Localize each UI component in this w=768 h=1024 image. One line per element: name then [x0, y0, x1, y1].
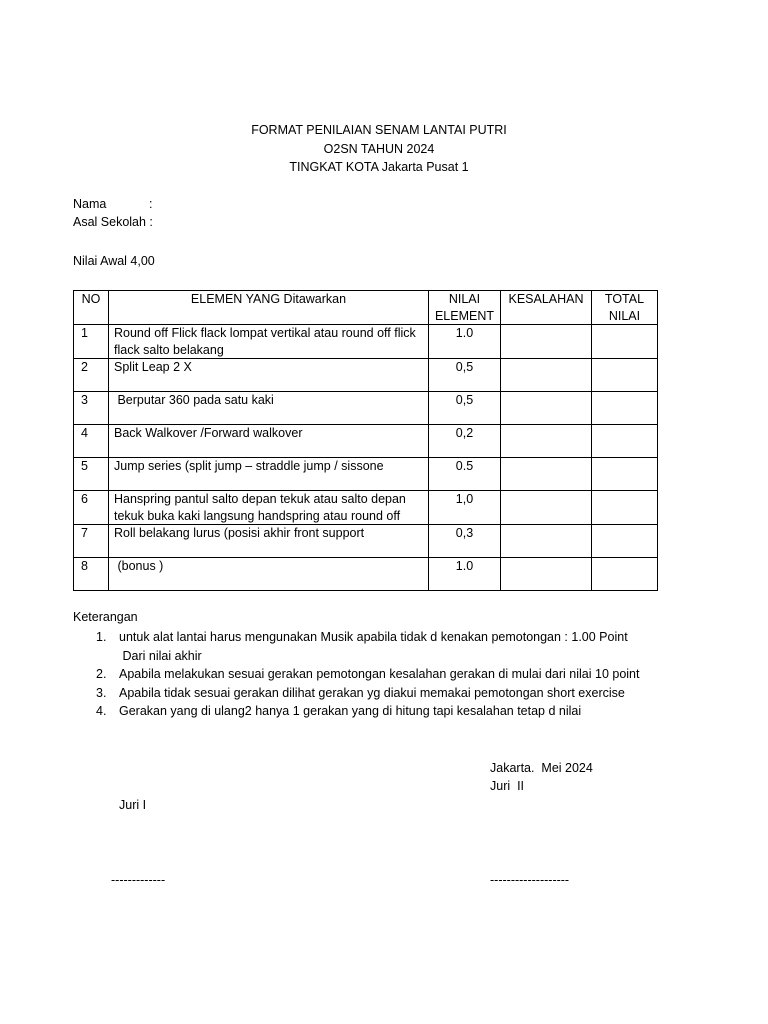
table-row: [74, 525, 658, 558]
title-line-2: O2SN TAHUN 2024: [323, 141, 435, 156]
row-nilai: 1,0: [429, 491, 501, 525]
row-kesalahan-cell[interactable]: [501, 392, 592, 425]
note-text-continued: Dari nilai akhir: [119, 648, 202, 663]
row-kesalahan-cell[interactable]: [501, 558, 592, 591]
note-item: [73, 628, 713, 665]
row-nilai: 0,2: [429, 425, 501, 458]
row-kesalahan-cell[interactable]: [501, 458, 592, 491]
row-no: 4: [74, 425, 109, 458]
field-nama: [73, 195, 152, 213]
row-element: Roll belakang lurus (posisi akhir front support: [109, 525, 429, 558]
row-no: 6: [74, 491, 109, 525]
row-element: (bonus ): [109, 558, 429, 591]
table-row: [74, 359, 658, 392]
row-total-cell[interactable]: [592, 458, 658, 491]
row-nilai: 1.0: [429, 558, 501, 591]
table-row: [74, 392, 658, 425]
table-row: [74, 425, 658, 458]
header-elemen: ELEMEN YANG Ditawarkan: [109, 291, 429, 325]
row-nilai: 0,5: [429, 359, 501, 392]
notes-list: [73, 628, 713, 721]
row-kesalahan-cell[interactable]: [501, 425, 592, 458]
row-element: Back Walkover /Forward walkover: [109, 425, 429, 458]
scoring-table: [73, 290, 658, 591]
document-title: [0, 121, 758, 177]
note-text: Apabila melakukan sesuai gerakan pemotongan kesalahan gerakan di mulai dari nilai 10 point: [119, 667, 640, 681]
row-element: Hanspring pantul salto depan tekuk atau salto depan tekuk buka kaki langsung handspring atau round off: [109, 491, 429, 525]
table-row: [74, 325, 658, 359]
row-no: 7: [74, 525, 109, 558]
nilai-awal: Nilai Awal 4,00: [73, 254, 155, 268]
row-kesalahan-cell[interactable]: [501, 359, 592, 392]
row-total-cell[interactable]: [592, 359, 658, 392]
notes-title: Keterangan: [73, 610, 138, 624]
table-row: [74, 491, 658, 525]
note-text: untuk alat lantai harus mengunakan Musik apabila tidak d kenakan pemotongan : 1.00 Point: [119, 630, 628, 644]
row-total-cell[interactable]: [592, 491, 658, 525]
row-kesalahan-cell[interactable]: [501, 325, 592, 359]
title-line-3: TINGKAT KOTA Jakarta Pusat 1: [289, 160, 469, 174]
signature-line-right: -------------------: [490, 873, 570, 887]
row-no: 8: [74, 558, 109, 591]
header-total-nilai: TOTAL NILAI: [592, 291, 658, 325]
note-text: Apabila tidak sesuai gerakan dilihat gerakan yg diakui memakai pemotongan short exercise: [119, 685, 625, 700]
row-element: Split Leap 2 X: [109, 359, 429, 392]
row-total-cell[interactable]: [592, 425, 658, 458]
signature-juri-2: Juri II: [490, 779, 525, 793]
title-line-1: FORMAT PENILAIAN SENAM LANTAI PUTRI: [251, 123, 507, 137]
note-number: 2.: [96, 667, 107, 681]
signature-juri-1: Juri I: [119, 798, 147, 812]
row-no: 1: [74, 325, 109, 359]
row-no: 2: [74, 359, 109, 392]
header-no: NO: [74, 291, 109, 325]
row-kesalahan-cell[interactable]: [501, 525, 592, 558]
row-no: 5: [74, 458, 109, 491]
row-element: Berputar 360 pada satu kaki: [109, 392, 429, 425]
row-nilai: 0,5: [429, 392, 501, 425]
note-number: 4.: [96, 704, 107, 718]
table-header-row: [74, 291, 658, 325]
note-item: [73, 702, 713, 721]
header-nilai-element: NILAI ELEMENT: [429, 291, 501, 325]
notes-section: [73, 608, 713, 721]
row-total-cell[interactable]: [592, 558, 658, 591]
signature-line-left: -------------: [111, 873, 166, 887]
note-text: Gerakan yang di ulang2 hanya 1 gerakan yang di hitung tapi kesalahan tetap d nilai: [119, 704, 582, 718]
note-item: [73, 684, 713, 703]
row-nilai: 0.5: [429, 458, 501, 491]
header-kesalahan: KESALAHAN: [501, 291, 592, 325]
nama-label: Nama: [73, 197, 107, 211]
nama-colon: :: [149, 197, 153, 211]
row-nilai: 1.0: [429, 325, 501, 359]
field-asal-sekolah: Asal Sekolah :: [73, 215, 153, 229]
row-element: Jump series (split jump – straddle jump / sissone: [109, 458, 429, 491]
row-total-cell[interactable]: [592, 325, 658, 359]
note-item: [73, 665, 713, 684]
row-total-cell[interactable]: [592, 392, 658, 425]
note-number: 1.: [96, 630, 107, 644]
row-total-cell[interactable]: [592, 525, 658, 558]
note-number: 3.: [96, 685, 107, 700]
table-row: [74, 558, 658, 591]
row-element: Round off Flick flack lompat vertikal atau round off flick flack salto belakang: [109, 325, 429, 359]
table-row: [74, 458, 658, 491]
signature-place-date: Jakarta. Mei 2024: [490, 761, 593, 775]
row-kesalahan-cell[interactable]: [501, 491, 592, 525]
row-no: 3: [74, 392, 109, 425]
row-nilai: 0,3: [429, 525, 501, 558]
